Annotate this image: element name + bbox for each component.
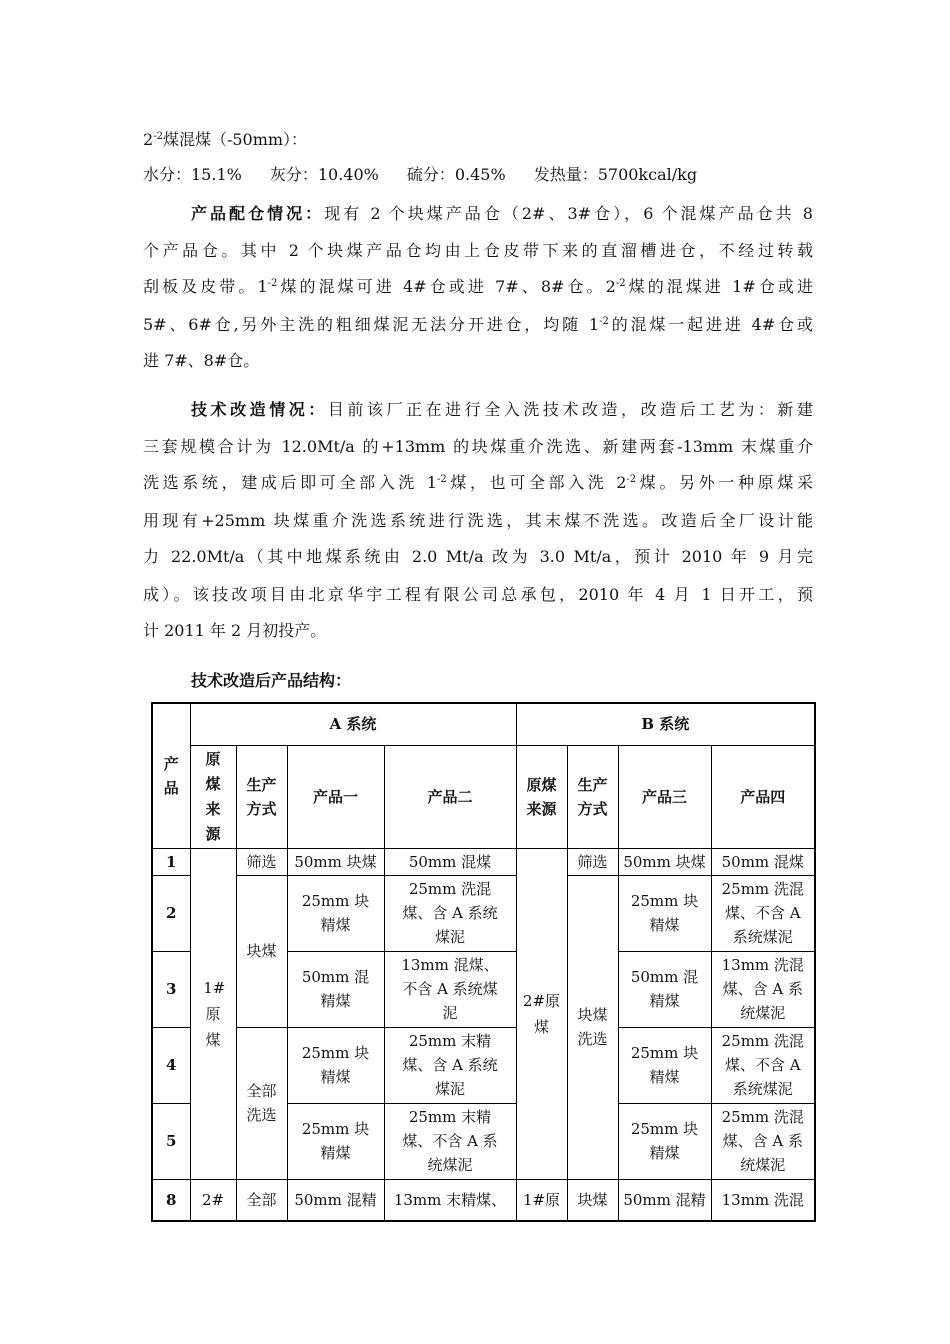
header-p1: 产品一	[287, 745, 384, 848]
storage-paragraph-line: 5#、6#仓,另外主洗的粗细煤泥无法分开进仓，均随 $1^{-2}$的混煤一起进进 4#仓或	[143, 315, 813, 334]
a-method-cell: 块煤	[236, 875, 287, 1027]
reform-label: 技术改造情况：	[191, 400, 328, 419]
reform-paragraph-line: 三套规模合计为 12.0Mt/a 的+13mm 的块煤重介洗选、新建两套-13mm 末煤重介	[143, 437, 813, 456]
row-number: 5	[152, 1103, 190, 1179]
table-header-row	[152, 745, 815, 848]
p1-cell: 25mm 块精煤	[287, 1027, 384, 1103]
row-number: 3	[152, 951, 190, 1027]
b-source-cell: 2#原煤	[516, 848, 567, 1179]
table-row	[152, 848, 815, 875]
storage-paragraph-line: 刮板及皮带。$1^{-2}$煤的混煤可进 4#仓或进 7#、8#仓。$2^{-2}$煤的混煤进 1#仓或进	[143, 277, 813, 296]
a-source-cell: 1#原煤	[190, 848, 236, 1179]
storage-paragraph-line: 个产品仓。其中 2 个块煤产品仓均由上仓皮带下来的直溜槽进仓，不经过转载	[143, 241, 813, 260]
header-p4: 产品四	[711, 745, 815, 848]
p4-cell: 13mm 洗混	[711, 1179, 815, 1221]
moisture-value: 水分：15.1%	[143, 165, 242, 184]
b-method-cell: 块煤洗选	[567, 875, 618, 1179]
p4-cell: 13mm 洗混煤、含 A 系统煤泥	[711, 951, 815, 1027]
sulfur-value: 硫分：0.45%	[406, 165, 506, 184]
heat-value: 发热量：5700kcal/kg	[533, 165, 698, 184]
p3-cell: 50mm 混精煤	[618, 951, 711, 1027]
p2-cell: 50mm 混煤	[384, 848, 516, 875]
p1-cell: 25mm 块精煤	[287, 1103, 384, 1179]
table-title: 技术改造后产品结构：	[191, 671, 352, 690]
row-number: 1	[152, 848, 190, 875]
row-number: 8	[152, 1179, 190, 1221]
table-row	[152, 1179, 815, 1221]
p2-cell: 13mm 混煤、不含 A 系统煤泥	[384, 951, 516, 1027]
p1-cell: 25mm 块精煤	[287, 875, 384, 951]
p1-cell: 50mm 混精	[287, 1179, 384, 1221]
a-method-cell: 全部	[236, 1179, 287, 1221]
b-method-cell: 筛选	[567, 848, 618, 875]
reform-paragraph-line: 成）。该技改项目由北京华宇工程有限公司总承包，2010 年 4 月 1 日开工，预	[143, 585, 813, 604]
table-header-row	[152, 703, 815, 745]
header-system-b: B 系统	[516, 703, 815, 745]
p2-cell: 25mm 洗混煤、含 A 系统煤泥	[384, 875, 516, 951]
p4-cell: 50mm 混煤	[711, 848, 815, 875]
p4-cell: 25mm 洗混煤、不含 A 系统煤泥	[711, 1027, 815, 1103]
storage-label: 产品配仓情况：	[191, 204, 325, 223]
p4-cell: 25mm 洗混煤、含 A 系统煤泥	[711, 1103, 815, 1179]
header-a-source: 原煤来源	[190, 745, 236, 848]
ash-value: 灰分：10.40%	[269, 165, 379, 184]
b-method-cell: 块煤	[567, 1179, 618, 1221]
reform-paragraph-line: 力 22.0Mt/a（其中地煤系统由 2.0 Mt/a 改为 3.0 Mt/a，预计 2010 年 9 月完	[143, 547, 813, 566]
p2-cell: 25mm 末精煤、含 A 系统煤泥	[384, 1027, 516, 1103]
header-a-method: 生产方式	[236, 745, 287, 848]
storage-paragraph-line: 产品配仓情况：现有 2 个块煤产品仓（2#、3#仓），6 个混煤产品仓共 8	[191, 204, 813, 223]
p2-cell: 13mm 末精煤、	[384, 1179, 516, 1221]
coal-spec-title: $2^{-2}$煤混煤（-50mm）：	[143, 130, 308, 149]
header-p3: 产品三	[618, 745, 711, 848]
product-structure-table	[151, 702, 816, 1222]
b-source-cell: 1#原	[516, 1179, 567, 1221]
reform-paragraph-line: 洗选系统，建成后即可全部入洗 $1^{-2}$煤，也可全部入洗 $2^{-2}$煤。另外一种原煤采	[143, 473, 813, 492]
reform-paragraph-line: 技术改造情况：目前该厂正在进行全入洗技术改造，改造后工艺为：新建	[191, 400, 813, 419]
header-system-a: A 系统	[190, 703, 516, 745]
table-row	[152, 1027, 815, 1103]
p3-cell: 25mm 块精煤	[618, 1103, 711, 1179]
reform-paragraph-line: 计 2011 年 2 月初投产。	[143, 621, 327, 640]
a-method-cell: 筛选	[236, 848, 287, 875]
p4-cell: 25mm 洗混煤、不含 A 系统煤泥	[711, 875, 815, 951]
a-method-cell: 全部洗选	[236, 1027, 287, 1179]
reform-paragraph-line: 用现有+25mm 块煤重介洗选系统进行洗选，其末煤不洗选。改造后全厂设计能	[143, 511, 813, 530]
storage-paragraph-line: 进 7#、8#仓。	[143, 351, 260, 370]
p3-cell: 25mm 块精煤	[618, 1027, 711, 1103]
header-b-method: 生产方式	[567, 745, 618, 848]
p3-cell: 50mm 块煤	[618, 848, 711, 875]
p1-cell: 50mm 混精煤	[287, 951, 384, 1027]
a-source-cell: 2#	[190, 1179, 236, 1221]
p3-cell: 25mm 块精煤	[618, 875, 711, 951]
header-p2: 产品二	[384, 745, 516, 848]
header-b-source: 原煤来源	[516, 745, 567, 848]
p1-cell: 50mm 块煤	[287, 848, 384, 875]
p2-cell: 25mm 末精煤、不含 A 系统煤泥	[384, 1103, 516, 1179]
p3-cell: 50mm 混精	[618, 1179, 711, 1221]
row-number: 2	[152, 875, 190, 951]
row-number: 4	[152, 1027, 190, 1103]
coal-spec-values	[143, 163, 813, 187]
table-row	[152, 875, 815, 951]
header-product: 产品	[152, 703, 190, 848]
